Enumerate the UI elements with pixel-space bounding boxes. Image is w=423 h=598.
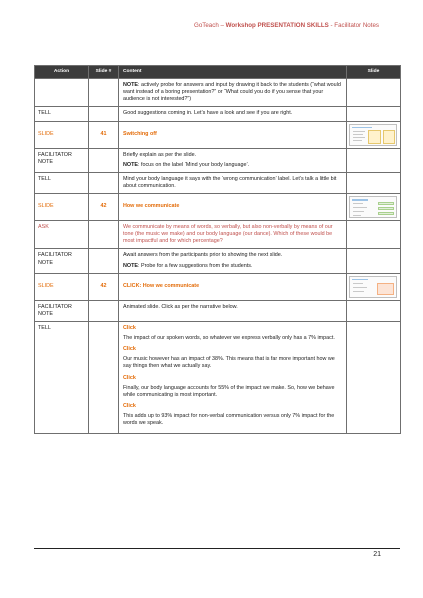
row-slide-thumbnail — [347, 300, 401, 321]
header-brand: GoTeach — [194, 22, 219, 29]
note-text: : Probe for a few suggestions from the students. — [137, 262, 253, 269]
row-action: FACILITATOR NOTE — [35, 300, 89, 321]
note-text: : focus on the label ‘Mind your body language’. — [137, 161, 250, 168]
row-content: Switching off — [119, 121, 347, 148]
row-content: How we communicate — [119, 194, 347, 221]
row-content — [119, 249, 347, 273]
facilitator-notes-table — [34, 65, 401, 434]
row-slide-number — [89, 148, 119, 172]
header-title: Workshop PRESENTATION SKILLS — [225, 22, 329, 29]
column-header-action: Action — [35, 66, 89, 79]
row-content: Good suggestions coming in. Let’s have a look and see if you are right. — [119, 107, 347, 121]
table-row — [35, 172, 401, 193]
table-row — [35, 79, 401, 107]
footer-divider — [34, 548, 400, 549]
row-slide-thumbnail — [347, 249, 401, 273]
table-row — [35, 107, 401, 121]
row-slide-number: 41 — [89, 121, 119, 148]
row-slide-number — [89, 221, 119, 249]
row-slide-thumbnail — [347, 121, 401, 148]
content-text: Briefly explain as per the slide. — [123, 151, 197, 158]
table-row — [35, 121, 401, 148]
content-text: Await answers from the participants prior to showing the next slide. — [123, 252, 283, 259]
row-slide-thumbnail — [347, 194, 401, 221]
slide-thumbnail-image — [349, 124, 397, 146]
slide-thumbnail-image — [349, 196, 397, 218]
row-slide-thumbnail — [347, 273, 401, 300]
note-label: NOTE — [123, 161, 138, 168]
row-content: Mind your body language it says with the ‘wrong communication’ label. Let’s talk a little bit about communication. — [119, 172, 347, 193]
column-header-content: Content — [119, 66, 347, 79]
row-slide-number — [89, 300, 119, 321]
row-action: TELL — [35, 107, 89, 121]
table-row — [35, 321, 401, 433]
click-label: Click — [123, 374, 136, 381]
row-slide-thumbnail — [347, 321, 401, 433]
row-action: TELL — [35, 172, 89, 193]
header-subtitle: Facilitator Notes — [334, 22, 379, 29]
content-paragraph: Finally, our body language accounts for 55% of the impact we make. So, how we behave while communicating is most important. — [123, 384, 335, 398]
content-paragraph: This adds up to 93% impact for non-verbal communication versus only 7% impact for the words we speak. — [123, 413, 335, 427]
table-row — [35, 249, 401, 273]
table-row — [35, 194, 401, 221]
note-label: NOTE — [123, 262, 138, 269]
slide-thumbnail-image — [349, 276, 397, 298]
content-paragraph: The impact of our spoken words, so whatever we express verbally only has a 7% impact. — [123, 335, 335, 341]
row-slide-number — [89, 321, 119, 433]
row-slide-thumbnail — [347, 221, 401, 249]
row-action: SLIDE — [35, 121, 89, 148]
table-header-row — [35, 66, 401, 79]
row-content: Animated slide. Click as per the narrative below. — [119, 300, 347, 321]
row-action: ASK — [35, 221, 89, 249]
row-content: CLICK: How we communicate — [119, 273, 347, 300]
row-action: TELL — [35, 321, 89, 433]
page-header — [194, 22, 379, 29]
content-paragraph: Our music however has an impact of 38%. This means that is far more important how we say things then what we actually say. — [123, 356, 335, 370]
row-slide-number — [89, 79, 119, 107]
table-row — [35, 221, 401, 249]
note-text: : actively probe for answers and input by drawing it back to the students (“what would want instead of a boring presentation?” or “What could you do if you sense that your audience is not interested?”) — [123, 82, 341, 103]
row-action: SLIDE — [35, 273, 89, 300]
row-content — [119, 148, 347, 172]
row-slide-thumbnail — [347, 79, 401, 107]
row-slide-thumbnail — [347, 107, 401, 121]
column-header-slide-number: Slide # — [89, 66, 119, 79]
page-number: 21 — [373, 551, 381, 558]
row-action: FACILITATOR NOTE — [35, 148, 89, 172]
row-slide-number — [89, 249, 119, 273]
row-content — [119, 321, 347, 433]
row-slide-thumbnail — [347, 172, 401, 193]
click-label: Click — [123, 346, 136, 353]
table-row — [35, 148, 401, 172]
row-content: We communicate by means of words, so verbally, but also non-verbally by means of our tone (the music we make) and our body language (our dance). Which of these would be most impactful and for which percentage? — [119, 221, 347, 249]
click-label: Click — [123, 402, 136, 409]
row-action: SLIDE — [35, 194, 89, 221]
note-label: NOTE — [123, 82, 138, 88]
row-content — [119, 79, 347, 107]
row-slide-thumbnail — [347, 148, 401, 172]
row-slide-number: 42 — [89, 194, 119, 221]
click-label: Click — [123, 324, 136, 331]
header-separator: - — [328, 22, 335, 29]
row-slide-number: 42 — [89, 273, 119, 300]
header-separator: – — [218, 22, 226, 29]
table-row — [35, 273, 401, 300]
table-row — [35, 300, 401, 321]
row-action — [35, 79, 89, 107]
row-slide-number — [89, 107, 119, 121]
column-header-slide: Slide — [347, 66, 401, 79]
row-action: FACILITATOR NOTE — [35, 249, 89, 273]
row-slide-number — [89, 172, 119, 193]
